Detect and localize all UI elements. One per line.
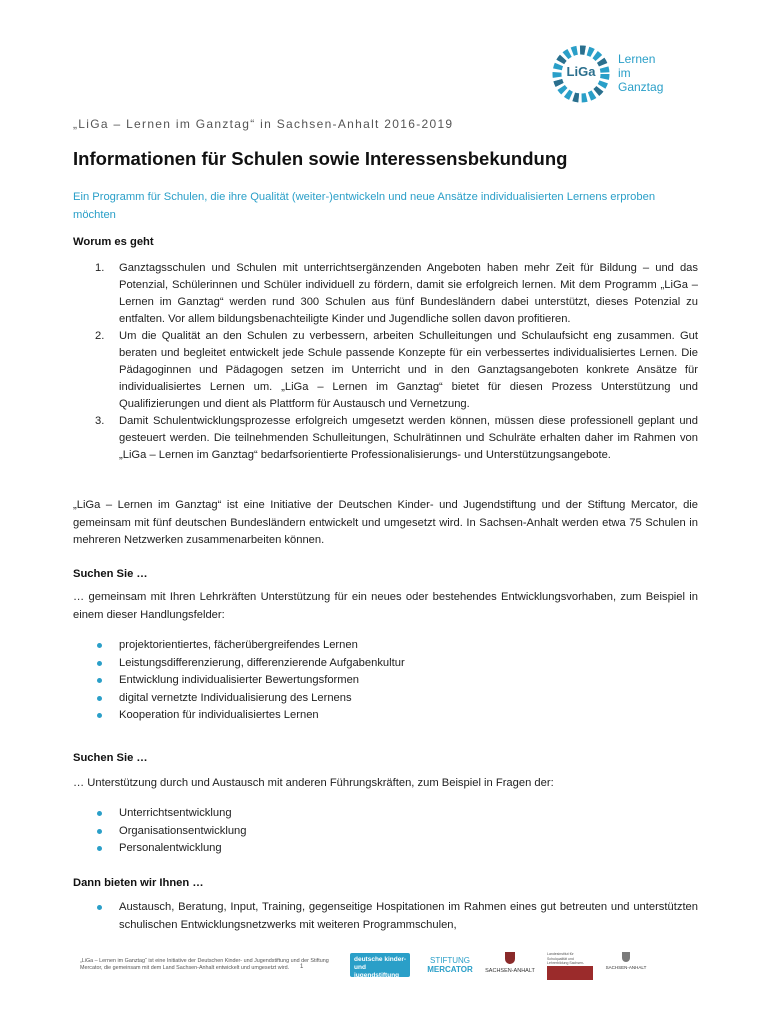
- list-item: [73, 823, 698, 841]
- list-item-text: Leistungsdifferenzierung, differenzierende Aufgabenkultur: [119, 656, 405, 669]
- list-item-text: Personalentwicklung: [119, 842, 222, 854]
- section-heading-suchen-2: Suchen Sie …: [73, 752, 148, 764]
- section-heading-suchen-1: Suchen Sie …: [73, 568, 148, 580]
- list-item: [73, 805, 698, 823]
- list-number: 2.: [95, 330, 105, 342]
- subtitle: Ein Programm für Schulen, die ihre Qualität (weiter-)entwickeln und neue Ansätze individualisierten Lernens erproben möchten: [73, 191, 656, 221]
- list-item-text: Organisationsentwicklung: [119, 824, 247, 837]
- list-item-text: Entwicklung individualisierter Bewertungsformen: [119, 674, 360, 686]
- sachsen-anhalt-logo: [484, 952, 536, 974]
- liga-badge-text: LiGa: [566, 64, 596, 79]
- list-item-text: Um die Qualität an den Schulen zu verbessern, arbeiten Schulleitungen und Schulaufsicht eng zusammen. Gut beraten und begleitet entwickelt jede Schule passende Konzepte für ein verbessertes individualisiertes Lernen. Die Pädagoginnen und Pädagogen setzen im Unterricht und in den Ganztagsangeboten konkrete Ansätze für individualisiertes Lernen um. „LiGa – Lernen im Ganztag“ bietet für diesen Prozess Unterstützung und Qualifizierungen und dient als Plattform für Austausch und Vernetzung.: [119, 330, 698, 410]
- list-number: 1.: [95, 262, 105, 274]
- list-item-text: Unterrichtsentwicklung: [119, 807, 232, 819]
- mercator-line: STIFTUNG: [430, 956, 470, 965]
- liga-wordmark: [618, 52, 663, 94]
- bullet-list: [73, 637, 698, 725]
- numbered-list: [73, 260, 698, 464]
- logo-text: SACHSEN-ANHALT: [485, 968, 535, 974]
- section-lead: … gemeinsam mit Ihren Lehrkräften Unterstützung für ein neues oder bestehendes Entwicklungsvorhaben, zum Beispiel in einem dieser Handlungsfelder:: [73, 591, 698, 621]
- list-item: [73, 260, 698, 328]
- logo-word: im: [618, 66, 631, 80]
- ministry-bar: [547, 966, 593, 980]
- bullet-icon: [97, 661, 102, 666]
- bullet-icon: [97, 905, 102, 910]
- section-lead: … Unterstützung durch und Austausch mit anderen Führungskräften, zum Beispiel in Fragen der:: [73, 777, 554, 789]
- list-item: [73, 690, 698, 708]
- logo-word: Lernen: [618, 52, 656, 66]
- sachsen-anhalt-logo-2: [605, 952, 647, 970]
- crest-icon: [505, 952, 515, 964]
- list-item-text: Damit Schulentwicklungsprozesse erfolgreich umgesetzt werden können, müssen diese professionell geplant und gesteuert werden. Die teilnehmenden Schulleitungen, Schulrätinnen und Schulräte erhalten daher im Rahmen von „LiGa – Lernen im Ganztag“ bedarfsorientierte Professionalisierungs- und Unterstützungsangebote.: [119, 415, 698, 461]
- bullet-icon: [97, 678, 102, 683]
- crest-icon: [622, 952, 630, 962]
- list-item-text: digital vernetzte Individualisierung des Lernens: [119, 691, 352, 704]
- list-item-text: projektorientiertes, fächerübergreifendes Lernen: [119, 639, 358, 651]
- list-item-text: Austausch, Beratung, Input, Training, gegenseitige Hospitationen im Rahmen eines gut betreuten und unterstützten schulischen Entwicklungsnetzwerks mit weiteren Programmschulen,: [119, 901, 698, 931]
- list-item: [73, 328, 698, 413]
- list-item: [73, 707, 698, 725]
- list-item: [73, 637, 698, 655]
- bullet-icon: [97, 846, 102, 851]
- bullet-icon: [97, 811, 102, 816]
- logo-word: Ganztag: [618, 80, 664, 94]
- bullet-icon: [97, 713, 102, 718]
- list-item: [73, 840, 698, 858]
- section-heading-dann: Dann bieten wir Ihnen …: [73, 877, 204, 889]
- mercator-logo: [424, 956, 476, 974]
- list-item: [73, 413, 698, 464]
- dkjs-logo: deutsche kinder- und jugendstiftung: [350, 953, 410, 977]
- liga-logo: [550, 42, 665, 106]
- list-item: [73, 655, 698, 673]
- section-heading-worum: Worum es geht: [73, 236, 154, 248]
- bullet-list: [73, 805, 698, 858]
- bullet-icon: [97, 696, 102, 701]
- list-item-text: Ganztagsschulen und Schulen mit unterrichtsergänzenden Angeboten haben mehr Zeit für Bildung – und das Potenzial, Schülerinnen und Schüler individuell zu fördern, damit sie erfolgreich lernen. Mit dem Programm „LiGa – Lernen im Ganztag“ werden rund 300 Schulen aus fünf Bundesländern dabei unterstützt, dieses Potenzial zu entfalten. Vor allem bildungsbenachteiligte Kinder und Jugendliche sollen davon profitieren.: [119, 262, 698, 325]
- bullet-icon: [97, 643, 102, 648]
- ministry-logo: [547, 952, 593, 980]
- list-number: 3.: [95, 415, 105, 427]
- mercator-line: MERCATOR: [427, 965, 473, 974]
- list-item: [73, 899, 698, 934]
- logo-text: SACHSEN-ANHALT: [605, 965, 647, 970]
- logo-text: Landesinstitut für Schulqualität und Lehrerbildung Sachsen-: [547, 952, 585, 965]
- intro-paragraph: „LiGa – Lernen im Ganztag“ ist eine Initiative der Deutschen Kinder- und Jugendstiftung und der Stiftung Mercator, die gemeinsam mit fünf deutschen Bundesländern entwickelt und umgesetzt wird. In Sachsen-Anhalt werden etwa 75 Schulen in mehreren Netzwerken zusammenarbeiten können.: [73, 499, 698, 546]
- bullet-icon: [97, 829, 102, 834]
- supertitle: „LiGa – Lernen im Ganztag“ in Sachsen-Anhalt 2016-2019: [73, 117, 454, 131]
- page-title: Informationen für Schulen sowie Interessensbekundung: [73, 148, 568, 169]
- list-item-text: Kooperation für individualisiertes Lernen: [119, 709, 319, 721]
- list-item: [73, 672, 698, 690]
- footer-note: „LiGa – Lernen im Ganztag“ ist eine Initiative der Deutschen Kinder- und Jugendstiftung und der Stiftung Mercator, die gemeinsam mit dem Land Sachsen-Anhalt entwickelt und umgesetzt wird.: [80, 958, 329, 971]
- bullet-list: [73, 899, 698, 934]
- page-number: 1: [300, 964, 304, 970]
